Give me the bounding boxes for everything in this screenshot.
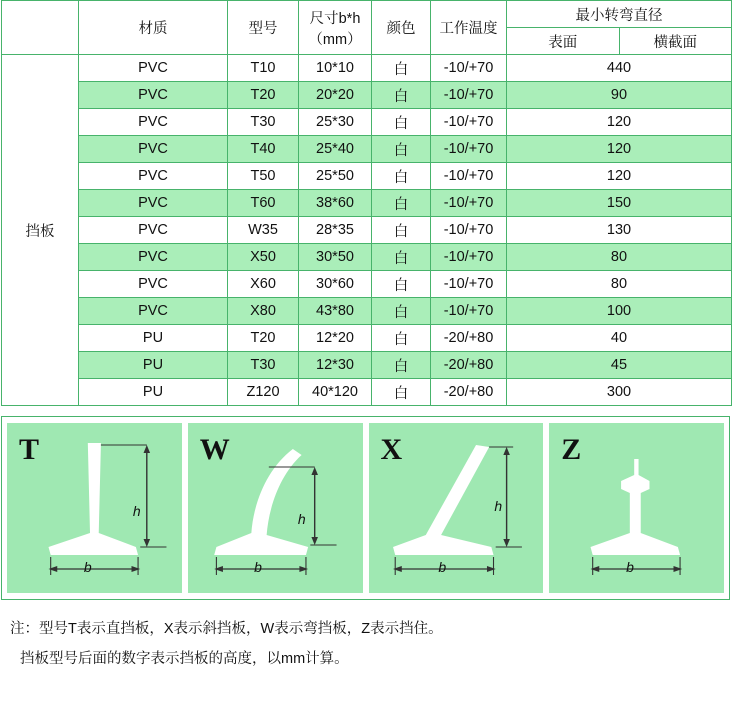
cell-bend-diameter: 45: [507, 352, 732, 379]
header-blank-corner: [2, 1, 79, 55]
cell-model: T40: [228, 136, 299, 163]
figure-z: [549, 423, 724, 593]
note-height-meaning: 挡板型号后面的数字表示挡板的高度，以mm计算。: [20, 651, 349, 667]
header-temperature: 工作温度: [431, 1, 507, 55]
cell-color: 白: [372, 271, 431, 298]
header-size-line2: （mm）: [308, 31, 362, 48]
cell-temperature: -10/+70: [431, 82, 507, 109]
cell-bend-diameter: 120: [507, 163, 732, 190]
cell-size: 30*60: [299, 271, 372, 298]
cell-bend-diameter: 130: [507, 217, 732, 244]
table-row: [2, 379, 732, 406]
table-row: [2, 217, 732, 244]
cell-color: 白: [372, 298, 431, 325]
cell-material: PVC: [79, 82, 228, 109]
figure-w-letter: W: [199, 433, 230, 466]
table-row: [2, 298, 732, 325]
header-material: 材质: [79, 1, 228, 55]
figure-w-drawing: [188, 423, 363, 593]
specification-table: [1, 0, 732, 406]
header-size: [299, 1, 372, 55]
cell-color: 白: [372, 244, 431, 271]
cell-model: T30: [228, 109, 299, 136]
figure-x-h-label: h: [494, 497, 503, 514]
figure-t: [7, 423, 182, 593]
cell-model: X60: [228, 271, 299, 298]
cell-model: Z120: [228, 379, 299, 406]
cell-size: 25*30: [299, 109, 372, 136]
cell-color: 白: [372, 163, 431, 190]
cell-bend-diameter: 300: [507, 379, 732, 406]
cell-color: 白: [372, 379, 431, 406]
cell-color: 白: [372, 352, 431, 379]
figure-x-letter: X: [380, 433, 403, 466]
cell-size: 12*30: [299, 352, 372, 379]
cell-temperature: -10/+70: [431, 271, 507, 298]
row-group-label: 挡板: [2, 55, 79, 406]
cell-material: PVC: [79, 163, 228, 190]
cell-material: PVC: [79, 244, 228, 271]
cell-bend-diameter: 80: [507, 244, 732, 271]
table-row: [2, 82, 732, 109]
cell-model: T30: [228, 352, 299, 379]
notes-section: [0, 614, 733, 674]
header-model: 型号: [228, 1, 299, 55]
cell-temperature: -10/+70: [431, 190, 507, 217]
header-row-1: [2, 1, 732, 28]
cell-bend-diameter: 80: [507, 271, 732, 298]
cell-model: T20: [228, 82, 299, 109]
header-size-line1: 尺寸b*h: [309, 10, 361, 27]
table-row: [2, 271, 732, 298]
figure-w-h-label: h: [297, 511, 306, 528]
cell-color: 白: [372, 325, 431, 352]
cell-size: 20*20: [299, 82, 372, 109]
table-body: [2, 55, 732, 406]
table-row: [2, 55, 732, 82]
header-bend-surface: 表面: [507, 28, 620, 55]
note-model-meaning: 注：型号T表示直挡板，X表示斜挡板，W表示弯挡板，Z表示挡住。: [10, 621, 443, 637]
figure-t-letter: T: [19, 433, 40, 466]
table-row: [2, 190, 732, 217]
figure-t-h-label: h: [132, 502, 141, 519]
cell-bend-diameter: 120: [507, 109, 732, 136]
figure-x: [369, 423, 544, 593]
header-bend-diameter: 最小转弯直径: [507, 1, 732, 28]
cell-material: PVC: [79, 136, 228, 163]
cell-temperature: -10/+70: [431, 244, 507, 271]
cell-color: 白: [372, 82, 431, 109]
cell-size: 25*40: [299, 136, 372, 163]
cell-color: 白: [372, 136, 431, 163]
cell-bend-diameter: 120: [507, 136, 732, 163]
cell-temperature: -10/+70: [431, 163, 507, 190]
figure-z-b-label: b: [626, 559, 634, 575]
cell-color: 白: [372, 217, 431, 244]
cell-material: PVC: [79, 190, 228, 217]
cell-model: T50: [228, 163, 299, 190]
cell-model: T10: [228, 55, 299, 82]
figure-w-b-label: b: [254, 559, 262, 575]
figure-x-b-label: b: [438, 559, 447, 575]
figure-w: [188, 423, 363, 593]
figure-z-letter: Z: [561, 433, 582, 466]
cell-model: X80: [228, 298, 299, 325]
cell-size: 30*50: [299, 244, 372, 271]
cell-material: PVC: [79, 271, 228, 298]
cell-bend-diameter: 440: [507, 55, 732, 82]
cell-size: 28*35: [299, 217, 372, 244]
cell-material: PU: [79, 325, 228, 352]
cell-bend-diameter: 100: [507, 298, 732, 325]
cell-model: X50: [228, 244, 299, 271]
figure-x-drawing: [369, 423, 544, 593]
figure-t-drawing: [7, 423, 182, 593]
table-row: [2, 136, 732, 163]
cell-material: PU: [79, 379, 228, 406]
cell-size: 10*10: [299, 55, 372, 82]
table-row: [2, 109, 732, 136]
table-row: [2, 325, 732, 352]
cell-temperature: -20/+80: [431, 352, 507, 379]
header-color: 颜色: [372, 1, 431, 55]
figure-band: [1, 416, 730, 600]
table-row: [2, 163, 732, 190]
cell-model: T20: [228, 325, 299, 352]
cell-model: T60: [228, 190, 299, 217]
cell-temperature: -20/+80: [431, 379, 507, 406]
cell-size: 40*120: [299, 379, 372, 406]
cell-material: PVC: [79, 217, 228, 244]
cell-material: PVC: [79, 109, 228, 136]
table-row: [2, 244, 732, 271]
cell-material: PU: [79, 352, 228, 379]
cell-size: 38*60: [299, 190, 372, 217]
cell-temperature: -10/+70: [431, 109, 507, 136]
cell-temperature: -10/+70: [431, 136, 507, 163]
cell-color: 白: [372, 109, 431, 136]
table-head: [2, 1, 732, 55]
cell-bend-diameter: 40: [507, 325, 732, 352]
cell-bend-diameter: 150: [507, 190, 732, 217]
cell-color: 白: [372, 190, 431, 217]
cell-temperature: -10/+70: [431, 217, 507, 244]
cell-material: PVC: [79, 55, 228, 82]
table-row: [2, 352, 732, 379]
cell-temperature: -10/+70: [431, 55, 507, 82]
cell-size: 25*50: [299, 163, 372, 190]
cell-size: 43*80: [299, 298, 372, 325]
figure-z-drawing: [549, 423, 724, 593]
cell-color: 白: [372, 55, 431, 82]
cell-temperature: -20/+80: [431, 325, 507, 352]
cell-bend-diameter: 90: [507, 82, 732, 109]
figure-t-b-label: b: [83, 559, 92, 575]
cell-size: 12*20: [299, 325, 372, 352]
header-bend-section: 横截面: [619, 28, 732, 55]
cell-temperature: -10/+70: [431, 298, 507, 325]
cell-material: PVC: [79, 298, 228, 325]
cell-model: W35: [228, 217, 299, 244]
